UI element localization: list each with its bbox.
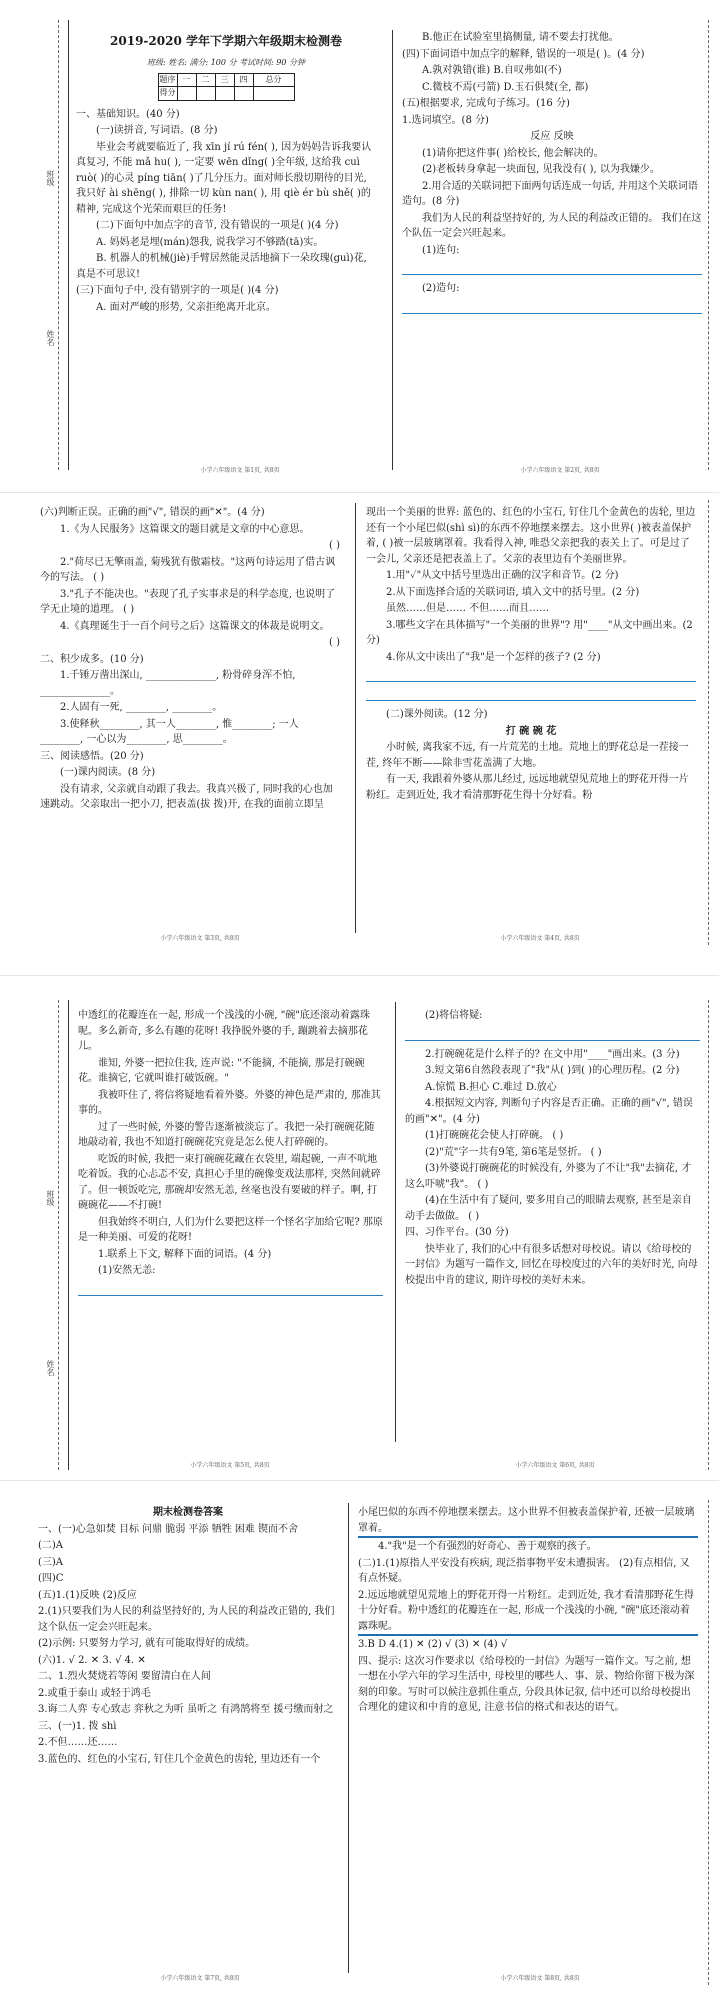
reading-passage: 但我始终不明白, 人们为什么要把这样一个怪名字加给它呢? 那原是一种美丽、可爱的花呀! [78,1216,383,1243]
writing-prompt: 快毕业了, 我们的心中有很多话想对母校说。请以《给母校的一封信》为题写一篇作文, 回忆在母校度过的六年的美好时光, 向母校提出中肯的建议, 期许母校的美好未来。 [405,1243,698,1286]
answer-text: 四、提示: 这次习作要求以《给母校的一封信》为题写一篇作文。写之前, 想一想在小学六年的学习生活中, 母校里的哪些人、事、景、物给你留下极为深刻的印象。写时可以候注意抓住重点, 分段具体记叙, 信中还可以给母校提出合理化的建议和中肯的意见, 注意书信的格式和表达的语气。 [358,1655,695,1713]
score-header: 四 [234,73,253,86]
question-text: (1)打碗碗花会使人打碎碗。 ( ) [425,1130,564,1141]
side-label-class: 班级 [46,170,55,186]
binding-border [68,1000,69,1470]
page-footer: 小学六年级语文 第1页, 共8页 [200,467,280,474]
question-text: 1.联系上下文, 解释下面的词语。(4 分) [98,1248,272,1260]
question-text: (1)请你把这件事( )给校长, 他会解决的。 [422,147,604,159]
binding-line [58,1000,59,1470]
page-footer: 小学六年级语文 第2页, 共8页 [520,467,600,474]
answer-line[interactable] [78,1283,383,1296]
reading-passage: 吃饭的时候, 我把一束打碗碗花藏在衣袋里, 端起碗, 一声不吭地吃着饭。我的心忐忑不安, 真担心手里的碗像变戏法那样, 突然间就碎了。但一顿饭吃完, 那碗却安然无恙, 丝毫也没有要破的样子。啊, 打碗碗花——不打碗! [78,1153,381,1211]
question-text: 4.根据短文内容, 判断句子内容是否正确。正确的画"√", 错误的画"✕"。(4 分) [405,1098,693,1125]
answer-text: 3.B D 4.(1) ✕ (2) √ (3) ✕ (4) √ [358,1639,508,1650]
word-choices: 反应 反映 [530,131,574,142]
answer-bracket[interactable]: ( ) [329,637,340,648]
question-text: (4)在生活中有了疑问, 要多用自己的眼睛去观察, 甚至是亲自动手去做做。 ( ) [405,1195,692,1222]
score-header: 一 [177,73,196,86]
answer-text: 3.蓝色的、红色的小宝石, 钉住几个金黄色的齿轮, 里边还有一个 [38,1753,321,1765]
answer-prompt: (1)安然无恙: [98,1265,156,1276]
column-divider [392,30,393,470]
answer-text: (五)1.(1)反映 (2)反应 [38,1589,137,1601]
answer-text: (四)C [38,1573,64,1584]
option-text: A.惊慌 B.担心 C.难过 D.放心 [425,1081,557,1093]
reading-passage: 谁知, 外婆一把拉住我, 连声说: "不能摘, 不能摘, 那是打碗碗花。谁摘它, 它就叫谁打破饭碗。" [78,1057,365,1084]
page-footer: 小学六年级语文 第8页, 共8页 [500,1975,580,1982]
page-1-right-column [402,30,702,320]
sheet-separator [0,975,719,976]
question-text: 3.短文第6自然段表现了"我"从( )到( )的心理历程。(2 分) [425,1065,680,1076]
exam-sheet-3 [0,990,719,1500]
answer-line[interactable] [405,1028,700,1041]
question-heading: (二)下面句中加点字的音节, 没有错误的一项是( )(4 分) [96,220,339,232]
question-text: 1.用"✓"从文中括号里选出正确的汉字和音节。(2 分) [386,570,619,581]
page-8-right-column [358,1505,698,1717]
side-label-name: 姓名 [46,1360,55,1376]
answer-text: 2.远远地就望见荒地上的野花开得一片粉红。走到近处, 我才看清那野花生得十分好看。粉中透红的花瓣连在一起, 形成一个浅浅的小碗, "碗"底还滚动着露珠呢。 [358,1588,698,1637]
section-heading: 二、积少成多。(10 分) [40,653,144,665]
answer-text: 二、1.烈火焚烧若等闲 要留清白在人间 [38,1671,211,1682]
answer-line[interactable] [402,301,702,314]
answer-bracket[interactable]: ( ) [329,540,340,551]
page-footer: 小学六年级语文 第4页, 共8页 [500,935,580,942]
answer-prompt: (2)将信将疑: [425,1010,483,1021]
page-6-right-column [405,1008,700,1289]
option-text: B.他正在试验室里搞侧量, 请不要去打扰他。 [422,32,619,43]
question-heading: (三)下面句子中, 没有错别字的一项是( )(4 分) [76,285,279,297]
column-divider [395,1002,396,1442]
score-cell[interactable] [196,87,215,100]
option-text: 虽然……但是…… 不但……而且…… [386,603,550,614]
question-text: 1.选词填空。(8 分) [402,114,489,126]
column-divider [348,1503,349,1973]
reading-passage: 我被吓住了, 将信将疑地看着外婆。外婆的神色是严肃的, 那准其事的。 [78,1089,381,1116]
question-text: 2."荷尽已无擎雨盖, 菊残犹有傲霜枝。"这两句诗运用了借古讽今的写法。 ( ) [40,556,336,583]
question-text: (2)老板转身拿起一块面包, 见我没有( ), 以为我嫌少。 [422,164,660,175]
column-divider [355,503,356,933]
score-cell[interactable] [215,87,234,100]
question-text: 我们为人民的利益坚持好的, 为人民的利益改正错的。 我们在这个队伍一定会兴旺起来。 [402,212,702,239]
answer-text: 2.或重于泰山 或轻于鸿毛 [38,1687,151,1699]
section-heading: 三、阅读感悟。(20 分) [40,750,144,762]
question-text: 2.从下面选择合适的关联词语, 填入文中的括号里。(2 分) [386,586,640,598]
sheet-separator [0,492,719,493]
answer-text: (二)A [38,1540,64,1551]
side-label-class: 班级 [46,1190,55,1206]
answer-key-title: 期末检测卷答案 [153,1507,223,1518]
reading-passage: 小时候, 离我家不远, 有一片荒芜的土地。荒地上的野花总是一茬接一茬, 终年不断——除非雪花盖满了大地。 [366,742,689,769]
sheet-separator [0,1480,719,1481]
page-1-left-column [76,30,376,316]
answer-text: (二)1.(1)原指人平安没有疾病, 现泛指事物平安未遭损害。 (2)有点相信, 又有点怀疑。 [358,1557,690,1584]
reading-passage: 没有请求, 父亲就自动跟了我去。我真兴极了, 同时我的心也加速跳动。父亲取出一把小刀, 把表盖(拔 拨)开, 在我的面前立即呈 [40,783,333,810]
score-header: 三 [215,73,234,86]
reading-passage: 中透红的花瓣连在一起, 形成一个浅浅的小碗, "碗"底还滚动着露珠呢。多么新奇, 多么有趣的花呀! 我挣脱外婆的手, 蹦跳着去摘那花儿。 [78,1010,370,1052]
page-footer: 小学六年级语文 第7页, 共8页 [160,1975,240,1982]
option-text: C.微枝不焉(弓箭) D.玉石俱焚(全, 都) [422,81,589,93]
answer-prompt: (2)造句: [422,283,460,294]
answer-text: 一、(一)心急如焚 目标 问鼎 脆弱 平添 牺牲 困难 锲而不舍 [38,1523,299,1535]
exam-info: 班级: 姓名: 满分: 100 分 考试时间: 90 分钟 [146,57,306,67]
section-heading: 四、习作平台。(30 分) [405,1227,509,1238]
question-text: 2.人固有一死, ________, ________。 [60,702,223,713]
answer-line[interactable] [402,262,702,275]
reading-passage: 过了一些时候, 外婆的警告逐渐被淡忘了。我把一朵打碗碗花随地敲动着, 我也不知道打碗碗花究竟是怎么使人打碎碗的。 [78,1121,375,1148]
question-text: 2.打碗碗花是什么样子的? 在文中用"____"画出来。(3 分) [425,1048,680,1060]
exam-sheet-2 [0,495,719,975]
side-label-name: 姓名 [46,330,55,346]
page-footer: 小学六年级语文 第6页, 共8页 [515,1462,595,1469]
page-4-right-column [366,505,696,804]
answer-text: 小尾巴似的东西不停地摆来摆去。这小世界不但被表盖保护着, 还被一层玻璃罩着。 [358,1505,698,1538]
binding-line [708,1500,709,1985]
binding-line [58,20,59,470]
answer-text: (2)示例: 只要努力学习, 就有可能取得好的成绩。 [38,1638,256,1649]
reading-passage: 现出一个美丽的世界: 蓝色的、红色的小宝石, 钉住几个金黄色的齿轮, 里边还有一个小尾巴似(shì sì)的东西不停地摆来摆去。这小世界( )被表盖保护着, ( )被一层玻璃罩着。我看得入神, 唯恐父亲把我的表关上了。可是过了一会儿, 父亲还是把表盖上了。父亲的表里边有个美丽世界。 [366,507,696,565]
question-heading: (六)判断正误。正确的画"√", 错误的画"✕"。(4 分) [40,507,265,518]
question-text: 3."孔子不能决也。"表现了孔子实事求是的科学态度, 也说明了学无止境的道理。 ( ) [40,588,336,615]
page-footer: 小学六年级语文 第5页, 共8页 [190,1462,270,1469]
score-row-label: 得分 [158,87,177,100]
score-cell[interactable] [234,87,253,100]
score-header: 总分 [253,73,294,86]
question-heading: (一)课内阅读。(8 分) [60,767,156,778]
answer-key-sheet [0,1495,719,1993]
answer-line[interactable] [366,669,696,682]
answer-prompt: (1)连句: [422,244,460,256]
answer-text: 三、(一)1. 拨 shì [38,1720,117,1732]
option-text: A. 面对严峻的形势, 父亲拒绝离开北京。 [96,301,276,313]
exam-title: 2019-2020 学年下学期六年级期末检测卷 [110,34,342,48]
answer-text: 2.(1)只要我们为人民的利益坚持好的, 为人民的利益改正错的, 我们这个队伍一定会兴旺起来。 [38,1606,335,1633]
binding-line [708,20,709,470]
question-text: 4.你从文中读出了"我"是一个怎样的孩子? (2 分) [386,651,601,663]
question-heading: (二)课外阅读。(12 分) [386,709,488,720]
exam-sheet-1 [0,0,719,490]
question-text: 4.《真理诞生于一百个问号之后》这篇课文的体裁是说明文。 [60,620,330,632]
question-heading: (一)读拼音, 写词语。(8 分) [96,125,218,137]
page-7-left-column [38,1505,338,1768]
score-header: 二 [196,73,215,86]
reading-passage: 有一天, 我跟着外婆从那儿经过, 远远地就望见荒地上的野花开得一片粉红。走到近处, 我才看清那野花生得十分好看。粉 [366,774,689,801]
answer-text: 2.不但……还…… [38,1737,118,1748]
page-footer: 小学六年级语文 第3页, 共8页 [160,935,240,942]
page-5-left-column [78,1008,383,1302]
answer-text: (六)1. √ 2. ✕ 3. √ 4. ✕ [38,1654,146,1666]
score-table [158,73,295,101]
question-text: 2.用合适的关联词把下面两句话连成一句话, 并用这个关联词语造句。(8 分) [402,180,698,207]
section-heading: 一、基础知识。(40 分) [76,108,180,120]
score-cell[interactable] [177,87,196,100]
page-3-left-column [40,505,340,814]
binding-line [708,1000,709,1470]
question-text: 3.使释秋________, 其一人________, 惟________; 一人________, 一心以为________, 思________。 [40,718,299,745]
option-text: A. 妈妈老是埋(mán)怨我, 说我学习不够踏(tā)实。 [96,236,324,248]
option-text: A.孰对孰错(谁) B.自叹弗如(不) [422,65,562,76]
question-text: 3.哪些文字在具体描写"一个美丽的世界"? 用"____"从文中画出来。(2 分) [366,619,693,646]
binding-border [68,20,69,470]
score-cell[interactable] [253,87,294,100]
answer-line[interactable] [366,688,696,701]
option-text: B. 机器人的机械(jiè)手臂居然能灵活地摘下一朵玫瑰(guì)花, 真是不可思议! [76,253,367,280]
question-text: (2)"荒"字一共有9笔, 第6笔是竖折。 ( ) [425,1146,602,1158]
passage-title: 打 碗 碗 花 [505,725,557,737]
question-text: 毕业会考就要临近了, 我 xīn jí rú fén( ), 因为妈妈告诉我要认真复习, 不能 mǎ hu( ), 一定要 wēn dǐng( )全年级, 这给我 cuì ruò( )的心灵 píng tiān( )了几分压力。面对师长殷切期待的目光, 我只好 ài shēng( ), 排除一切 kùn nan( ), 用 qiè ér bù shě( )的精神, 完成这个光荣而艰巨的任务! [76,141,372,215]
question-heading: (五)根据要求, 完成句子练习。(16 分) [402,98,570,109]
question-text: (3)外婆说打碗碗花的时候没有, 外婆为了不让"我"去摘花, 才这么吓唬"我"。 ( ) [405,1163,692,1190]
question-text: 1.《为人民服务》这篇课文的题目就是文章的中心意思。 [60,523,310,535]
binding-line [708,500,709,945]
question-text: 1.千锤万凿出深山, ______________, 粉骨碎身浑不怕, ______________。 [40,670,296,697]
score-header: 题序 [158,73,177,86]
answer-text: (三)A [38,1556,64,1568]
answer-text: 4."我"是一个有强烈的好奇心、善于观察的孩子。 [378,1541,597,1552]
question-heading: (四)下面词语中加点字的解释, 错误的一项是( )。(4 分) [402,48,645,60]
answer-text: 3.诲二人弈 专心致志 弈秋之为听 虽听之 有鸿鹄将至 援弓缴而射之 [38,1704,334,1715]
